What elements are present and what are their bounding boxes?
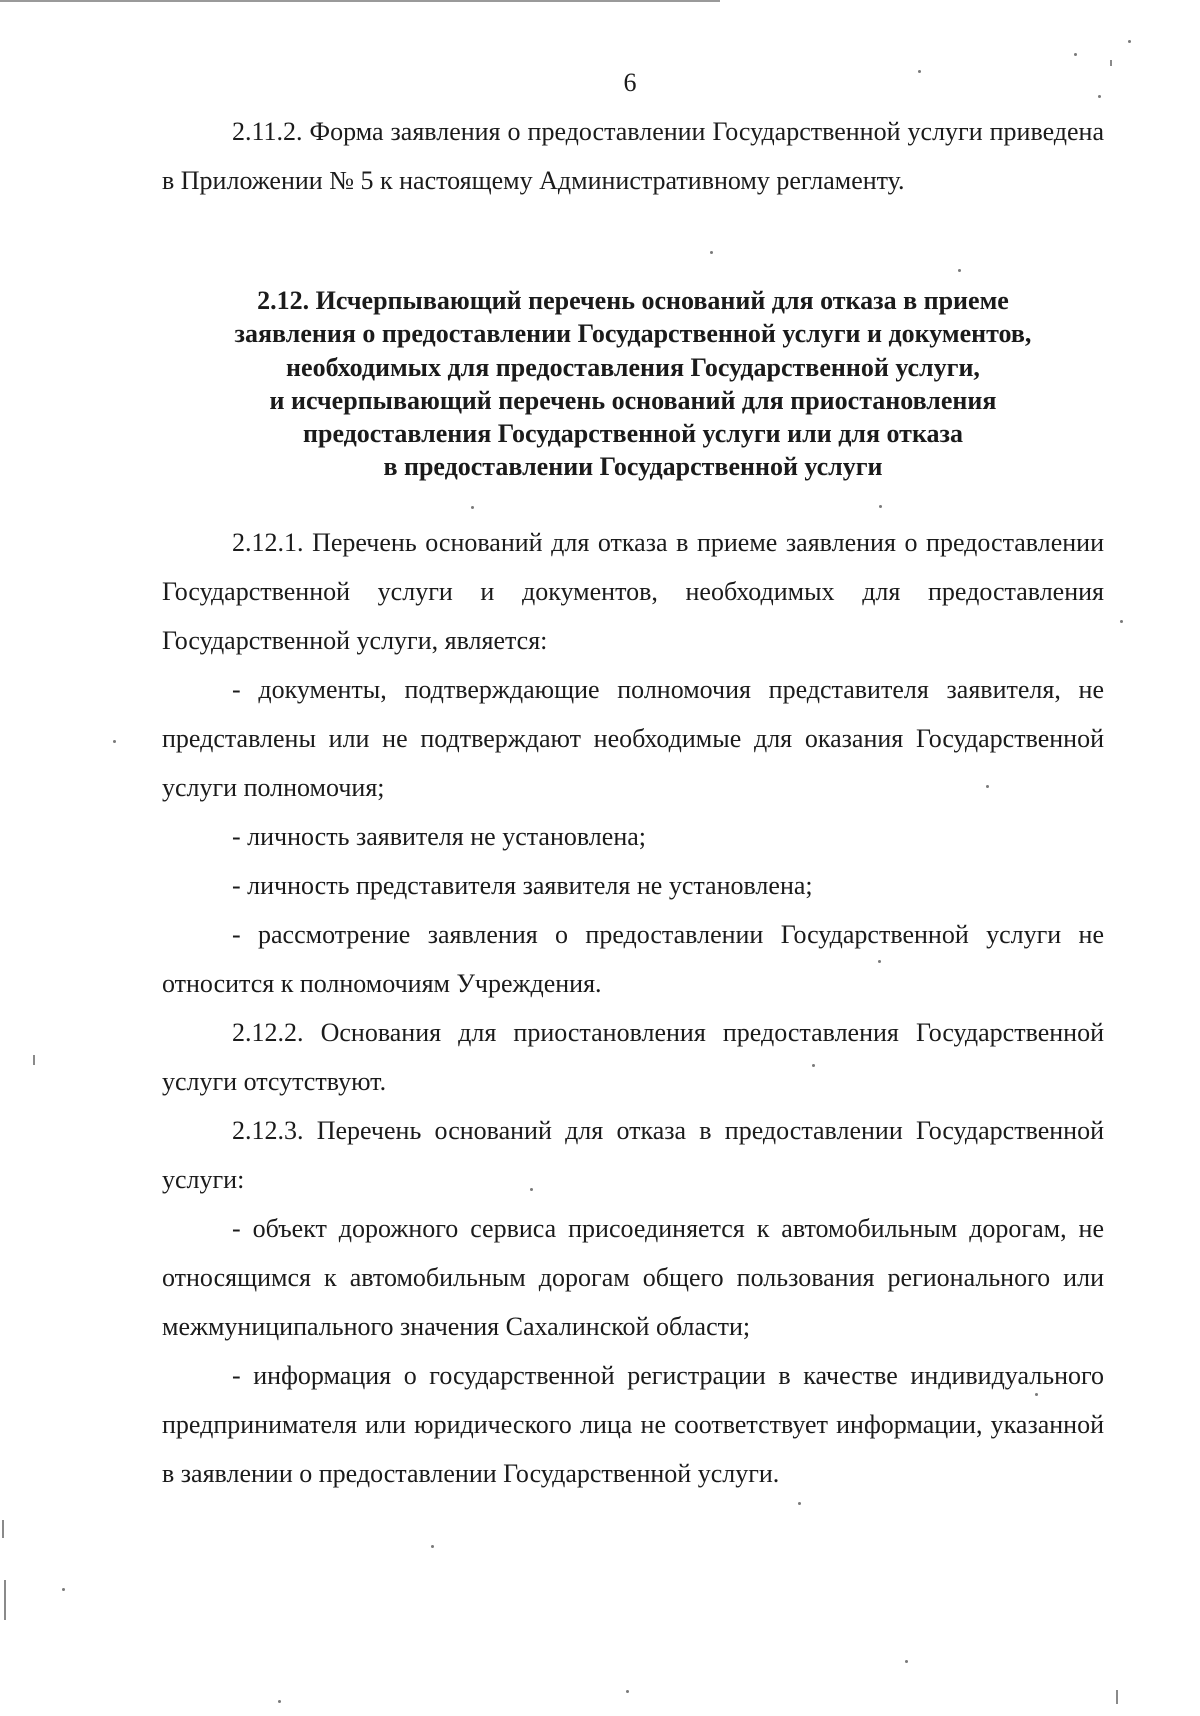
paragraph-2-12-1: 2.12.1. Перечень оснований для отказа в приеме заявления о предоставлении Государственной услуги и документов, необходимых для предоставления Государственной услуги, является: — [162, 528, 1104, 655]
list-item: - объект дорожного сервиса присоединяется к автомобильным дорогам, не относящимся к автомобильным дорогам общего пользования регионального или межмуниципального значения Сахалинской области; — [162, 1214, 1104, 1341]
scan-speck — [278, 1700, 281, 1703]
list-item: - личность заявителя не установлена; — [232, 822, 646, 851]
list-item: - информация о государственной регистрации в качестве индивидуального предпринимателя или юридического лица не соответствует информации, указанной в заявлении о предоставлении Государственной услуги. — [162, 1361, 1104, 1488]
scan-speck — [798, 1502, 801, 1505]
scan-speck — [905, 1660, 908, 1663]
scan-mark — [33, 1055, 35, 1065]
list-item: - документы, подтверждающие полномочия представителя заявителя, не представлены или не подтверждают необходимые для оказания Государственной услуги полномочия; — [162, 675, 1104, 802]
scan-speck — [530, 1188, 533, 1191]
scan-speck — [1098, 95, 1101, 98]
scan-speck — [986, 785, 989, 788]
scan-speck — [62, 1588, 65, 1591]
scan-speck — [878, 960, 881, 963]
scan-speck — [1035, 1393, 1038, 1396]
heading-line: предоставления Государственной услуги или для отказа — [303, 419, 963, 449]
scan-edge — [0, 0, 720, 2]
scan-speck — [918, 70, 921, 73]
heading-line: в предоставлении Государственной услуги — [383, 452, 883, 482]
page-number: 6 — [623, 68, 637, 97]
scan-speck — [1128, 40, 1131, 43]
heading-line: и исчерпывающий перечень оснований для приостановления — [269, 385, 997, 415]
scan-mark — [1116, 1690, 1118, 1704]
scan-speck — [812, 1064, 815, 1067]
scan-mark — [4, 1580, 6, 1620]
scan-speck — [471, 506, 474, 509]
paragraph-2-11-2-block — [162, 107, 1104, 205]
scan-speck — [1120, 620, 1123, 623]
section-2-12-body — [162, 518, 1104, 1498]
scan-speck — [113, 740, 116, 743]
scan-speck — [1074, 53, 1077, 56]
scan-speck — [958, 269, 961, 272]
section-heading-2-12 — [150, 284, 1116, 484]
scan-mark — [1110, 60, 1112, 66]
heading-line: необходимых для предоставления Государственной услуги, — [286, 352, 980, 382]
paragraph-2-11-2: 2.11.2. Форма заявления о предоставлении Государственной услуги приведена в Приложении № 5 к настоящему Административному регламенту. — [162, 117, 1104, 195]
paragraph-2-12-3: 2.12.3. Перечень оснований для отказа в предоставлении Государственной услуги: — [162, 1116, 1104, 1194]
heading-line: 2.12. Исчерпывающий перечень оснований для отказа в приеме — [257, 286, 1009, 315]
scan-speck — [626, 1690, 629, 1693]
scan-speck — [431, 1545, 434, 1548]
scan-mark — [2, 1520, 4, 1538]
paragraph-2-12-2: 2.12.2. Основания для приостановления предоставления Государственной услуги отсутствуют. — [162, 1018, 1104, 1096]
list-item: - рассмотрение заявления о предоставлении Государственной услуги не относится к полномочиям Учреждения. — [162, 920, 1104, 998]
list-item: - личность представителя заявителя не установлена; — [232, 871, 813, 900]
scan-speck — [710, 251, 713, 254]
heading-line: заявления о предоставлении Государственной услуги и документов, — [234, 319, 1032, 349]
scan-speck — [879, 505, 882, 508]
